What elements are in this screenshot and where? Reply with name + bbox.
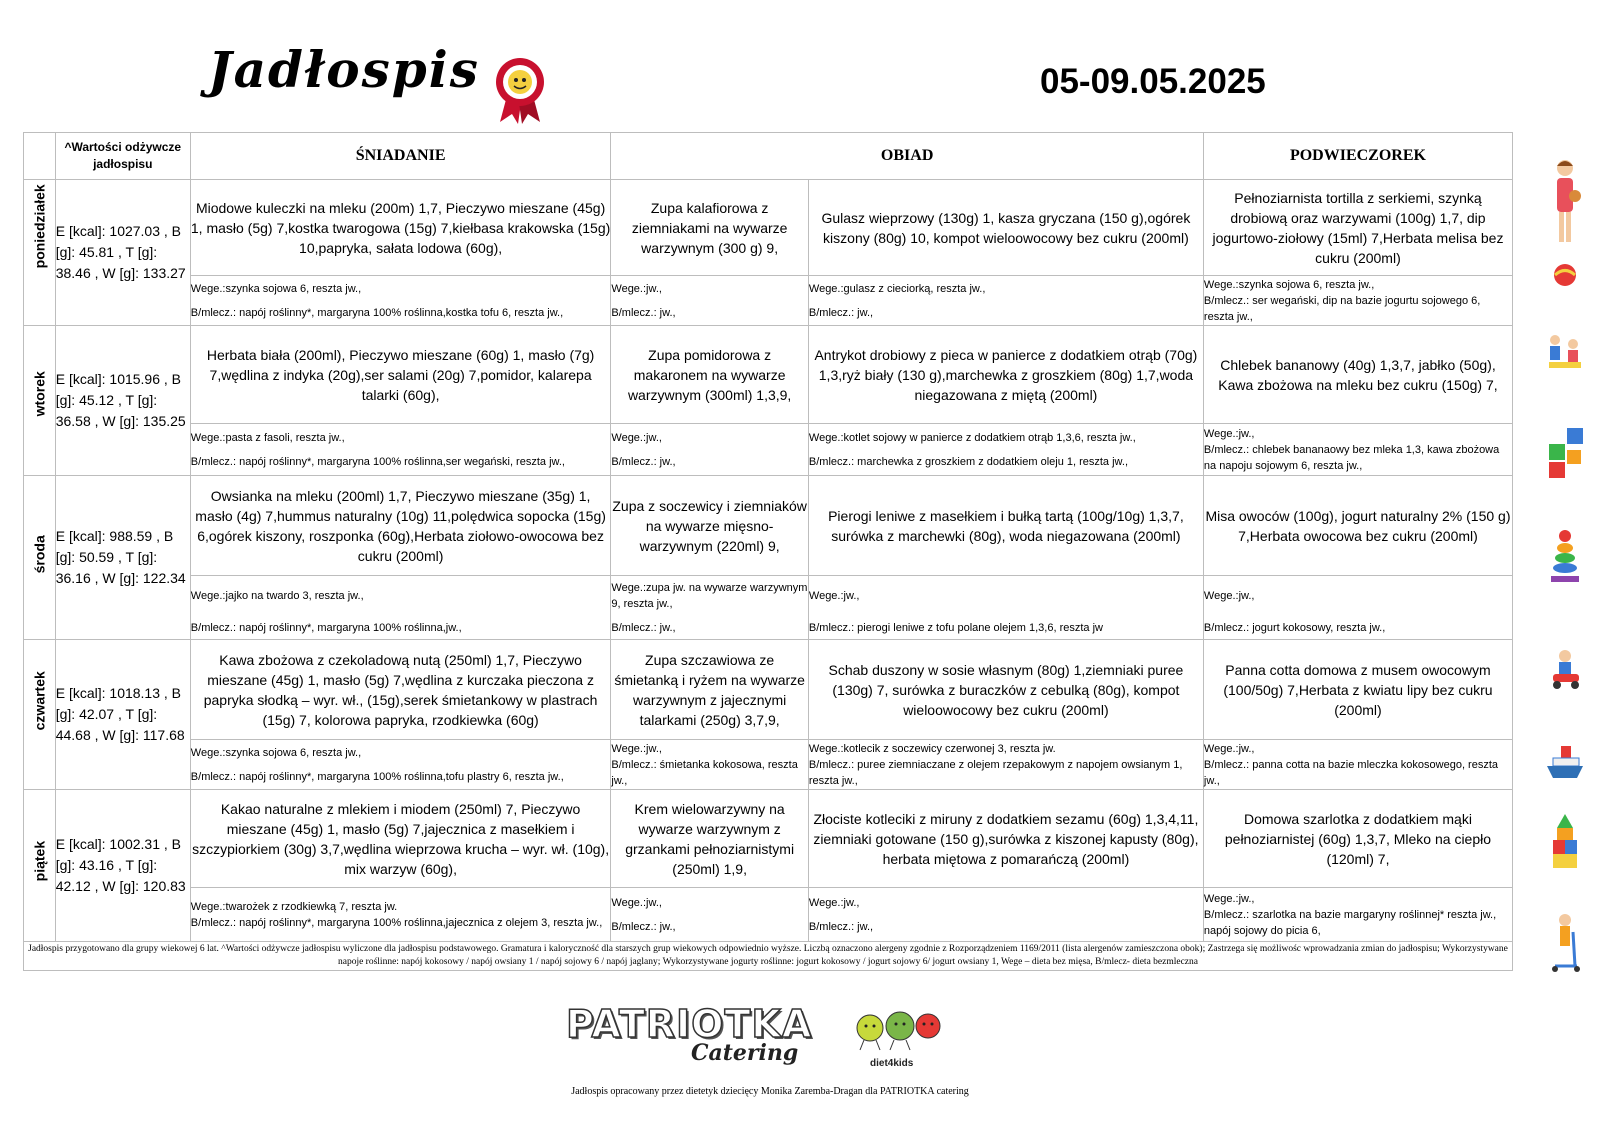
dairy-free-variant: B/mlecz.: napój roślinny*, margaryna 100% roślinna,kostka tofu 6, reszta jw., (190, 306, 564, 319)
dairy-free-variant: B/mlecz.: jw., (611, 920, 676, 933)
variant-row (24, 888, 1513, 942)
dairy-free-variant: B/mlecz.: napój roślinny*, margaryna 100% roślinna,tofu plastry 6, reszta jw., (190, 770, 564, 783)
snack-meal: Pełnoziarnista tortilla z serkiemi, szynką drobiową oraz warzywami (100g) 1,7, dip jogurtowo-ziołowy (15ml) 7,Herbata melisa bez cukru (200ml) (1203, 180, 1512, 276)
logo-name: PATRIOTKA (566, 1002, 813, 1046)
dairy-free-variant: B/mlecz.: napój roślinny*, margaryna 100% roślinna,ser wegański, reszta jw., (190, 455, 565, 468)
breakfast-meal: Kawa zbożowa z czekoladową nutą (250ml) 1,7, Pieczywo mieszane (45g) 1, masło (5g) 7,wędlina z kurczaka pieczona z papryka słodką – wyr. wł., (15g),serek śmietankowy w plastrach (15g) 7, kolorowa papryka, rzodkiewka (60g) (190, 640, 611, 740)
table-header-row (24, 133, 1513, 180)
table-row (24, 476, 1513, 576)
wege-variant: Wege.:twarożek z rzodkiewką 7, reszta jw. (190, 900, 398, 913)
table-row (24, 180, 1513, 276)
wege-variant: Wege.:szynka sojowa 6, reszta jw., (190, 282, 362, 295)
table-row (24, 790, 1513, 888)
soup-variants (611, 576, 809, 640)
variant-row (24, 424, 1513, 476)
wege-variant: Wege.:szynka sojowa 6, reszta jw., (1203, 278, 1375, 291)
snack-variants (1203, 888, 1512, 942)
soup-meal: Zupa z soczewicy i ziemniaków na wywarze mięsno-warzywnym (220ml) 9, (611, 476, 809, 576)
patriotka-logo (566, 1002, 813, 1072)
dairy-free-variant: B/mlecz.: jw., (611, 455, 676, 468)
day-header-cell (24, 133, 56, 180)
day-name: czwartek (31, 670, 48, 730)
breakfast-variants (190, 888, 611, 942)
snack-variants (1203, 576, 1512, 640)
nutrition-values: E [kcal]: 988.59 , B [g]: 50.59 , T [g]: 36.16 , W [g]: 122.34 (55, 476, 190, 640)
table-row (24, 640, 1513, 740)
soup-variants (611, 424, 809, 476)
day-label-cell (24, 326, 56, 476)
nutrition-header: ^Wartości odżywcze jadłospisu (55, 133, 190, 180)
snack-variants (1203, 740, 1512, 790)
breakfast-variants (190, 576, 611, 640)
breakfast-variants (190, 276, 611, 326)
snack-meal: Domowa szarlotka z dodatkiem mąki pełnoziarnistej (60g) 1,3,7, Mleko na ciepło (120ml) 7, (1203, 790, 1512, 888)
dairy-free-variant: B/mlecz.: jogurt kokosowy, reszta jw., (1203, 621, 1386, 634)
menu-date-range: 05-09.05.2025 (1040, 62, 1266, 101)
main-course-variants (808, 424, 1203, 476)
dairy-free-variant: B/mlecz.: jw., (611, 306, 676, 319)
soup-meal: Krem wielowarzywny na wywarze warzywnym z grzankami pełnoziarnistymi (250ml) 1,9, (611, 790, 809, 888)
dairy-free-variant: B/mlecz.: panna cotta na bazie mleczka kokosowego, reszta jw., (1203, 758, 1499, 787)
main-course-meal: Złociste kotleciki z miruny z dodatkiem sezamu (60g) 1,3,4,11, ziemniaki gotowane (150 g),surówka z kiszonej kapusty (80g), herbata miętowa z pomarańczą (200ml) (808, 790, 1203, 888)
snack-meal: Chlebek bananowy (40g) 1,3,7, jabłko (50g), Kawa zbożowa na mleku bez cukru (150g) 7, (1203, 326, 1512, 424)
main-course-variants (808, 576, 1203, 640)
dairy-free-variant: B/mlecz.: marchewka z groszkiem z dodatkiem oleju 1, reszta jw., (808, 455, 1129, 468)
wege-variant: Wege.:pasta z fasoli, reszta jw., (190, 431, 345, 444)
main-course-meal: Gulasz wieprzowy (130g) 1, kasza gryczana (150 g),ogórek kiszony (80g) 10, kompot wieloowocowy bez cukru (200ml) (808, 180, 1203, 276)
dairy-free-variant: B/mlecz.: jw., (808, 306, 874, 319)
wege-variant: Wege.:jw., (1203, 742, 1255, 755)
breakfast-variants (190, 424, 611, 476)
wege-variant: Wege.:kotlecik z soczewicy czerwonej 3, reszta jw. (808, 742, 1056, 755)
soup-meal: Zupa kalafiorowa z ziemniakami na wywarze warzywnym (300 g) 9, (611, 180, 809, 276)
day-name: środa (31, 534, 48, 573)
dairy-free-variant: B/mlecz.: śmietanka kokosowa, reszta jw., (611, 758, 798, 787)
variant-row (24, 276, 1513, 326)
footnote: Jadłospis przygotowano dla grupy wiekowej 6 lat. ^Wartości odżywcze jadłospisu wyliczone dla jadłospisu podstawowego. Gramatura i kaloryczność dla starszych grup wiekowych odpowiednio wyższe. Liczbą oznaczono alergeny zgodnie z Rozporządzeniem 1169/2011 (lista alergenów zamieszczona obok); Zastrzega się możliwośc wprowadzania zmian do jadłospisu; Wykorzystywane napoje roślinne: napój kokosowy / napój owsiany 1 / napój sojowy 6 / napój jaglany; Wykorzystywane jogurty roślinne: jogurt kokosowy / jogurt sojowy 6/ jogurt owsiany 1, Wege – dieta bez mięsa, B/mlecz- dieta bezmleczna (24, 942, 1513, 971)
variant-row (24, 740, 1513, 790)
main-course-variants (808, 276, 1203, 326)
lunch-header: OBIAD (611, 133, 1204, 180)
diet4kids-label: diet4kids (870, 1058, 914, 1069)
dairy-free-variant: B/mlecz.: ser wegański, dip na bazie jogurtu sojowego 6, reszta jw., (1203, 294, 1481, 323)
day-name: piątek (31, 840, 48, 881)
snack-meal: Panna cotta domowa z musem owocowym (100/50g) 7,Herbata z kwiatu lipy bez cukru (200ml) (1203, 640, 1512, 740)
soup-variants (611, 740, 809, 790)
dairy-free-variant: B/mlecz.: puree ziemniaczane z olejem rzepakowym z napojem owsianym 1, reszta jw., (808, 758, 1183, 787)
wege-variant: Wege.:jw., (1203, 427, 1255, 440)
kids-playing-icon (1545, 332, 1585, 370)
day-name: wtorek (31, 370, 48, 416)
main-course-meal: Pierogi leniwe z masełkiem i bułką tartą (100g/10g) 1,3,7, surówka z marchewki (80g), woda niegazowana (200ml) (808, 476, 1203, 576)
nutrition-values: E [kcal]: 1015.96 , B [g]: 45.12 , T [g]: 36.58 , W [g]: 135.25 (55, 326, 190, 476)
rosette-emblem-icon (490, 54, 550, 124)
dairy-free-variant: B/mlecz.: pierogi leniwe z tofu polane olejem 1,3,6, reszta jw (808, 621, 1103, 634)
wege-variant: Wege.:zupa jw. na wywarze warzywnym 9, reszta jw., (611, 581, 808, 610)
main-course-variants (808, 888, 1203, 942)
footnote-row (24, 942, 1513, 971)
nutrition-values: E [kcal]: 1002.31 , B [g]: 43.16 , T [g]: 42.12 , W [g]: 120.83 (55, 790, 190, 942)
toy-boat-icon (1545, 742, 1585, 782)
wege-variant: Wege.:jw., (611, 282, 662, 295)
dairy-free-variant: B/mlecz.: jw., (611, 621, 676, 634)
day-name: poniedziałek (31, 183, 48, 268)
soup-meal: Zupa szczawiowa ze śmietanką i ryżem na wywarze warzywnym z jajecznymi talarkami (250g) 3,7,9, (611, 640, 809, 740)
child-on-scooter-icon (1545, 912, 1585, 974)
soup-variants (611, 888, 809, 942)
dairy-free-variant: B/mlecz.: napój roślinny*, margaryna 100% roślinna,jajecznica z olejem 3, reszta jw., (190, 916, 603, 929)
wege-variant: Wege.:jw., (808, 589, 860, 602)
dairy-free-variant: B/mlecz.: szarlotka na bazie margaryny roślinnej* reszta jw., napój sojowy do picia 6, (1203, 908, 1497, 937)
wege-variant: Wege.:jajko na twardo 3, reszta jw., (190, 589, 364, 602)
wege-variant: Wege.:gulasz z cieciorką, reszta jw., (808, 282, 986, 295)
wege-variant: Wege.:szynka sojowa 6, reszta jw., (190, 746, 362, 759)
menu-table (23, 132, 1513, 971)
wege-variant: Wege.:jw., (611, 742, 662, 755)
breakfast-meal: Herbata biała (200ml), Pieczywo mieszane (60g) 1, masło (7g) 7,wędlina z indyka (20g),ser salami (20g) 7,pomidor, kalarepa talarki (60g), (190, 326, 611, 424)
wege-variant: Wege.:jw., (611, 896, 662, 909)
wege-variant: Wege.:jw., (808, 896, 860, 909)
day-label-cell (24, 790, 56, 942)
nutrition-values: E [kcal]: 1027.03 , B [g]: 45.81 , T [g]: 38.46 , W [g]: 133.27 (55, 180, 190, 326)
girl-with-toy-icon (1545, 156, 1585, 256)
snack-header: PODWIECZOREK (1203, 133, 1512, 180)
breakfast-variants (190, 740, 611, 790)
logo-sub: Catering (691, 1040, 799, 1066)
block-tower-icon (1545, 812, 1585, 872)
child-on-toy-car-icon (1545, 648, 1585, 690)
wege-variant: Wege.:jw., (1203, 892, 1255, 905)
breakfast-meal: Kakao naturalne z mlekiem i miodem (250ml) 7, Pieczywo mieszane (45g) 1, masło (5g) 7,jajecznica z masełkiem i szczypiorkiem (30g) 3,7,wędlina wieprzowa krucha – wyr. wł. (10g), mix warzyw (60g), (190, 790, 611, 888)
page-title: Jadłospis (208, 40, 480, 99)
snack-meal: Misa owoców (100g), jogurt naturalny 2% (150 g) 7,Herbata owocowa bez cukru (200ml) (1203, 476, 1512, 576)
dairy-free-variant: B/mlecz.: chlebek bananaowy bez mleka 1,3, kawa zbożowa na napoju sojowym 6, reszta jw., (1203, 443, 1500, 472)
wege-variant: Wege.:kotlet sojowy w panierce z dodatkiem otrąb 1,3,6, reszta jw., (808, 431, 1136, 444)
main-course-meal: Schab duszony w sosie własnym (80g) 1,ziemniaki puree (130g) 7, surówka z buraczków z cebulką (80g), kompot wieloowocowy bez cukru (200ml) (808, 640, 1203, 740)
variant-row (24, 576, 1513, 640)
stacking-rings-icon (1545, 528, 1585, 586)
table-row (24, 326, 1513, 424)
breakfast-meal: Miodowe kuleczki na mleku (200m) 1,7, Pieczywo mieszane (45g) 1, masło (5g) 7,kostka twarogowa (15g) 7,kiełbasa krakowska (15g) 10,papryka, sałata lodowa (60g), (190, 180, 611, 276)
alphabet-blocks-icon (1545, 420, 1585, 482)
day-label-cell (24, 476, 56, 640)
dairy-free-variant: B/mlecz.: napój roślinny*, margaryna 100% roślinna,jw., (190, 621, 462, 634)
day-label-cell (24, 640, 56, 790)
dairy-free-variant: B/mlecz.: jw., (808, 920, 874, 933)
soup-variants (611, 276, 809, 326)
day-label-cell (24, 180, 56, 326)
breakfast-meal: Owsianka na mleku (200ml) 1,7, Pieczywo mieszane (35g) 1, masło (4g) 7,hummus naturalny (10g) 11,polędwica sopocka (15g) 6,ogórek kiszony, roszponka (60g),Herbata ziołowo-owocowa bez cukru (200ml) (190, 476, 611, 576)
snack-variants (1203, 424, 1512, 476)
wege-variant: Wege.:jw., (611, 431, 662, 444)
main-course-variants (808, 740, 1203, 790)
credit-line: Jadłospis opracowany przez dietetyk dziecięcy Monika Zaremba-Dragan dla PATRIOTKA catering (571, 1086, 969, 1097)
main-course-meal: Antrykot drobiowy z pieca w panierce z dodatkiem otrąb (70g) 1,3,ryż biały (130 g),marchewka z groszkiem (80g) 1,7,woda niegazowana z miętą (200ml) (808, 326, 1203, 424)
snack-variants (1203, 276, 1512, 326)
soup-meal: Zupa pomidorowa z makaronem na wywarze warzywnym (300ml) 1,3,9, (611, 326, 809, 424)
breakfast-header: ŚNIADANIE (190, 133, 611, 180)
wege-variant: Wege.:jw., (1203, 589, 1255, 602)
nutrition-values: E [kcal]: 1018.13 , B [g]: 42.07 , T [g]: 44.68 , W [g]: 117.68 (55, 640, 190, 790)
ball-icon (1545, 262, 1585, 288)
